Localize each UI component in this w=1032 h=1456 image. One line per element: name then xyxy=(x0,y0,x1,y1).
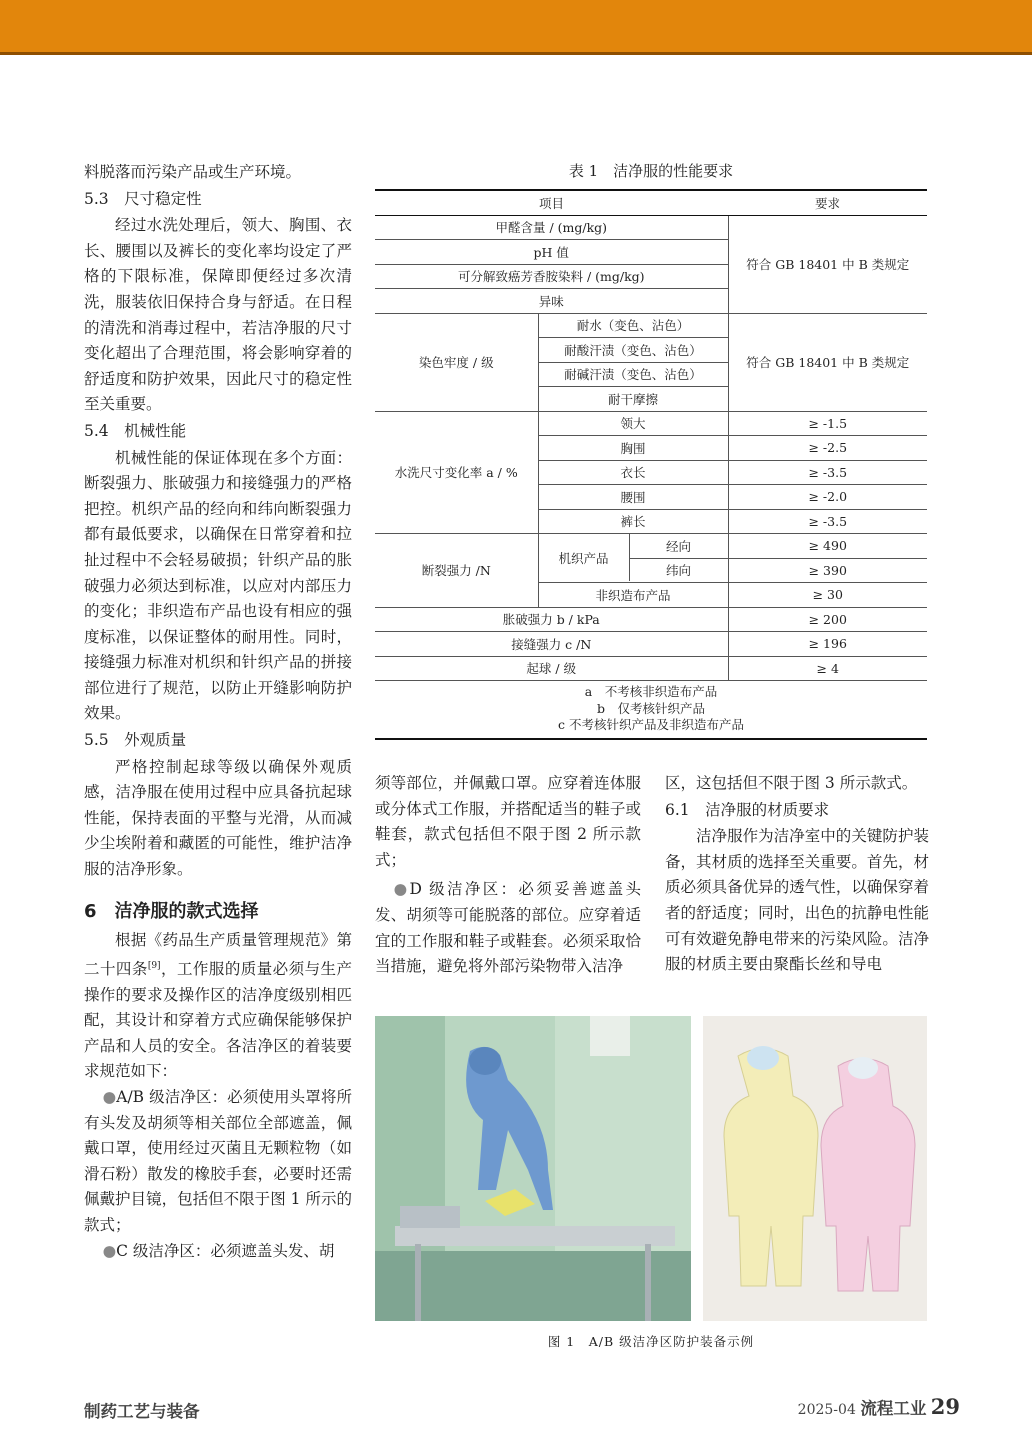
table-cell: 甲醛含量 / (mg/kg) xyxy=(375,215,728,240)
table-cell: 断裂强力 /N xyxy=(375,534,538,608)
table-cell: 纬向 xyxy=(665,563,691,579)
paragraph xyxy=(84,928,352,1085)
table-cell: 耐碱汗渍（变色、沾色） xyxy=(538,362,728,387)
paragraph-text: 根据《药品生产质量管理规范》第二十四条 xyxy=(84,931,352,978)
table-cell: 胸围 xyxy=(538,436,728,461)
table-cell: 水洗尺寸变化率 a / % xyxy=(375,411,538,534)
page-footer xyxy=(798,1394,960,1419)
header-rule xyxy=(0,52,1032,55)
table-cell: ≥ 200 xyxy=(728,607,927,632)
section-heading-6: 6 洁净服的款式选择 xyxy=(84,900,259,922)
table-cell: 可分解致癌芳香胺染料 / (mg/kg) xyxy=(375,264,728,289)
table-cell: 起球 / 级 xyxy=(375,656,728,681)
section-heading-5-4: 5.4 机械性能 xyxy=(84,421,187,440)
table-cell: 领大 xyxy=(538,411,728,436)
table-cell: pH 值 xyxy=(375,240,728,265)
bullet-icon: ● xyxy=(102,1241,117,1260)
text-column-middle xyxy=(375,771,641,980)
bullet-item xyxy=(84,1239,352,1265)
bullet-icon: ● xyxy=(102,1087,117,1106)
figure-caption: 图 1 A/B 级洁净区防护装备示例 xyxy=(547,1334,755,1349)
paragraph: 区，这包括但不限于图 3 所示款式。 xyxy=(665,774,918,792)
table-cell: ≥ -3.5 xyxy=(728,460,927,485)
table-cell: 耐干摩擦 xyxy=(538,387,728,412)
performance-table xyxy=(375,189,927,740)
table-note: b 仅考核针织产品 xyxy=(596,700,705,716)
paragraph-text: ，工作服的质量必须与生产操作的要求及操作区的洁净度级别相匹配，其设计和穿着方式应确保能够保护产品和人员的安全。各洁净区的着装要求规范如下： xyxy=(84,959,352,1081)
table-cell: 耐水（变色、沾色） xyxy=(538,313,728,338)
bullet-text: D 级洁净区：必须妥善遮盖头发、胡须等可能脱落的部位。应穿着适宜的工作服和鞋子或鞋套。必须采取恰当措施，避免将外部污染物带入洁净 xyxy=(375,880,641,976)
paragraph: 须等部位，并佩戴口罩。应穿着连体服或分体式工作服，并搭配适当的鞋子或鞋套，款式包括但不限于图 2 所示款式； xyxy=(375,774,641,869)
table-cell xyxy=(538,534,728,566)
table-cell: 衣长 xyxy=(538,460,728,485)
bullet-item xyxy=(84,1085,352,1239)
table-cell: 耐酸汗渍（变色、沾色） xyxy=(538,338,728,363)
photo-illustration xyxy=(375,1016,691,1321)
bullet-item xyxy=(375,877,641,979)
section-heading-5-3: 5.3 尺寸稳定性 xyxy=(84,189,202,208)
table-notes xyxy=(375,681,927,739)
table-cell: ≥ -2.5 xyxy=(728,436,927,461)
photo-illustration xyxy=(703,1016,927,1321)
table-cell: 异味 xyxy=(375,289,728,314)
paragraph: 机械性能的保证体现在多个方面：断裂强力、胀破强力和接缝强力的严格把控。机织产品的经向和纬向断裂强力都有最低要求，以确保在日常穿着和拉扯过程中不会轻易破损；针织产品的胀破强力必须达到标准，以应对内部压力的变化；非织造布产品也设有相应的强度标准，以保证整体的耐用性。同时，接缝强力标准对机织和针织产品的拼接部位进行了规范，以防止开缝影响防护效果。 xyxy=(84,448,352,723)
table-cell: 符合 GB 18401 中 B 类规定 xyxy=(728,215,927,313)
table-header-item: 项目 xyxy=(375,190,728,215)
table-cell: ≥ 4 xyxy=(728,656,927,681)
page-number: 29 xyxy=(930,1394,960,1419)
table-cell: ≥ -3.5 xyxy=(728,509,927,534)
table-cell: ≥ 490 xyxy=(728,534,927,559)
cleanroom-suits-photo xyxy=(703,1016,927,1321)
table-cell: 经向 xyxy=(665,538,691,554)
paragraph: 洁净服作为洁净室中的关键防护装备，其材质的选择至关重要。首先，材质必须具备优异的透气性，以确保穿着者的舒适度；同时，出色的抗静电性能可有效避免静电带来的污染风险。洁净服的材质主要由聚酯长丝和导电 xyxy=(665,827,929,974)
magazine-name: 流程工业 xyxy=(860,1399,927,1418)
table-cell: ≥ 390 xyxy=(728,558,927,583)
table-cell: 胀破强力 b / kPa xyxy=(375,607,728,632)
table-cell: 染色牢度 / 级 xyxy=(375,313,538,411)
citation-ref: [9] xyxy=(147,960,161,971)
table-cell: ≥ 30 xyxy=(728,583,927,608)
table-note: a 不考核非织造布产品 xyxy=(584,684,718,699)
table-header-req: 要求 xyxy=(728,190,927,215)
bullet-text: A/B 级洁净区：必须使用头罩将所有头发及胡须等相关部位全部遮盖，佩戴口罩，使用经过灭菌且无颗粒物（如滑石粉）散发的橡胶手套，必要时还需佩戴护目镜，包括但不限于图 1 所示的款式； xyxy=(84,1087,353,1234)
table-cell: ≥ -2.0 xyxy=(728,485,927,510)
text-column-left xyxy=(84,160,352,1264)
section-heading-5-5: 5.5 外观质量 xyxy=(84,731,187,750)
header-bar xyxy=(0,0,1032,52)
journal-section-name: 制药工艺与装备 xyxy=(84,1402,200,1421)
table-cell: ≥ 196 xyxy=(728,632,927,657)
section-heading-6-1: 6.1 洁净服的材质要求 xyxy=(665,800,830,819)
text-column-right xyxy=(665,771,929,978)
table-cell: 符合 GB 18401 中 B 类规定 xyxy=(728,313,927,411)
table-note: c 不考核针织产品及非织造布产品 xyxy=(558,717,744,732)
table-cell: 腰围 xyxy=(538,485,728,510)
paragraph: 严格控制起球等级以确保外观质感，洁净服在使用过程中应具备抗起球性能，保持表面的平整与光滑，从而减少尘埃附着和藏匿的可能性，维护洁净服的洁净形象。 xyxy=(84,757,352,879)
issue-number: 2025-04 xyxy=(797,1402,856,1418)
cleanroom-worker-photo xyxy=(375,1016,691,1321)
table-cell: 裤长 xyxy=(538,509,728,534)
bullet-text: C 级洁净区：必须遮盖头发、胡 xyxy=(116,1241,335,1260)
bullet-icon: ● xyxy=(393,880,410,899)
paragraph: 料脱落而污染产品或生产环境。 xyxy=(84,163,302,181)
table-cell: 接缝强力 c /N xyxy=(375,632,728,657)
table-caption: 表 1 洁净服的性能要求 xyxy=(568,162,734,180)
table-cell: 非织造布产品 xyxy=(538,583,728,608)
paragraph: 经过水洗处理后，领大、胸围、衣长、腰围以及裤长的变化率均设定了严格的下限标准，保障即便经过多次清洗，服装依旧保持合身与舒适。在日程的清洗和消毒过程中，若洁净服的尺寸变化超出了合理范围，将会影响穿着的舒适度和防护效果，因此尺寸的稳定性至关重要。 xyxy=(84,216,352,414)
table-cell: ≥ -1.5 xyxy=(728,411,927,436)
table-cell: 机织产品 xyxy=(539,534,630,581)
